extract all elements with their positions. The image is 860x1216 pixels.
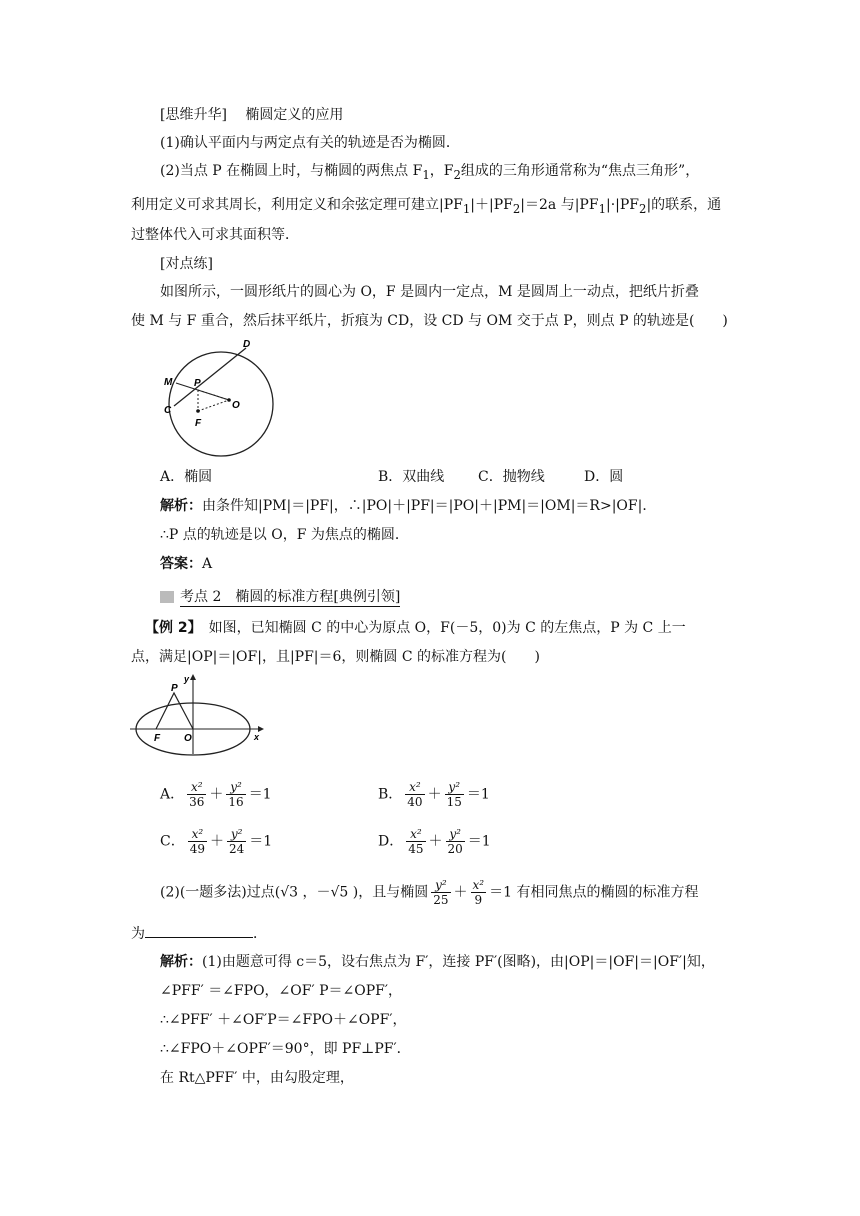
option-A: A．椭圆: [160, 469, 213, 485]
li2-q2: 点，满足|OP|＝|OF|，且|PF|＝6，则椭圆 C 的标准方程为( ): [131, 649, 540, 665]
kaodian-icon: [160, 591, 174, 603]
li2-jiexi3: ∴∠PFF′ ＋∠OF′P＝∠FPO＋∠OPF′，: [160, 1012, 407, 1028]
point-F: [196, 409, 200, 413]
siwei-p3: 利用定义可求其周长，利用定义和余弦定理可建立$|PF_1|+|PF_2|=2a$ 与$|PF_1|\cdot|PF_2|$的联系，通: [131, 197, 722, 216]
triangle-FPO: [156, 693, 193, 729]
label-C: C: [164, 405, 172, 416]
li2-p2-blank-line: 为 ．: [131, 923, 267, 944]
point-O: [227, 398, 231, 402]
li2-jiexi2: ∠PFF′ ＝∠FPO，∠OF′ P＝∠OPF′，: [160, 983, 403, 999]
label-D: D: [243, 339, 251, 350]
li2-jiexi5: 在 Rt△PFF′ 中，由勾股定理，: [160, 1070, 354, 1086]
label-F: F: [154, 733, 161, 744]
duidian-jiexi1: 解析：由条件知|PM|＝|PF|，∴|PO|＋|PF|＝|PO|＋|PM|＝|OM|＝R>|OF|．: [160, 498, 657, 514]
label-P: P: [194, 378, 201, 389]
duidian-jiexi2: ∴P 点的轨迹是以 O，F 为焦点的椭圆．: [160, 527, 409, 543]
label-y: y: [184, 674, 190, 684]
label-x: x: [254, 732, 260, 742]
crease-CD: [174, 348, 246, 406]
label-P: P: [171, 683, 178, 694]
duidian-q2: 使 M 与 F 重合，然后抹平纸片，折痕为 CD，设 CD 与 OM 交于点 P，则点 P 的轨迹是( ): [131, 313, 728, 329]
siwei-p4: 过整体代入可求其面积等．: [131, 227, 299, 243]
option-D: D．圆: [584, 469, 624, 485]
li2-p2: (2)(一题多法)过点(√3 ，－√5 )，且与椭圆 $\frac{\text{y²}}{25}$ ＋ $\frac{\text{x²}}{9}$ ＝1 有相同焦点的椭圆的标准方程: [160, 878, 699, 907]
duidian-q1: 如图所示，一圆形纸片的圆心为 O，F 是圆内一定点，M 是圆周上一动点，把纸片折叠: [160, 284, 699, 300]
siwei-title: 椭圆定义的应用: [245, 107, 344, 123]
duidian-answer: 答案：A: [160, 556, 213, 572]
siwei-p2: (2)当点 P 在椭圆上时，与椭圆的两焦点 $F_1$，$F_2$组成的三角形通常称为“焦点三角形”，: [160, 163, 700, 182]
siwei-p1: (1)确认平面内与两定点有关的轨迹是否为椭圆．: [160, 135, 460, 151]
li2-label: 【例 2】: [145, 620, 195, 636]
label-O: O: [232, 400, 240, 411]
li2-jiexi4: ∴∠FPO＋∠OPF′＝90°，即 PF⊥PF′．: [160, 1041, 411, 1057]
jiexi-label: 解析：: [160, 498, 202, 514]
dashed-FO: [198, 400, 229, 411]
kaodian-title: 考点 2 椭圆的标准方程[典例引领]: [180, 589, 401, 605]
option-B: B．双曲线: [378, 469, 445, 485]
li2-option-B: B． $\frac{\text{x²}}{40}$ ＋ $\frac{\text{y²}}{15}$ ＝1: [378, 780, 490, 809]
circle-figure: [155, 338, 280, 463]
li2-option-C: C． $\frac{\text{x²}}{49}$ ＋ $\frac{\text{y²}}{24}$ ＝1: [160, 827, 273, 856]
li2-option-D: D． $\frac{\text{x²}}{45}$ ＋ $\frac{\text{y²}}{20}$ ＝1: [378, 827, 491, 856]
li2-q1: 【例 2】 如图，已知椭圆 C 的中心为原点 O，F(－5，0)为 C 的左焦点，P 为 C 上一: [145, 620, 686, 636]
li2-option-A: A． $\frac{\text{x²}}{36}$ ＋ $\frac{\text{y²}}{16}$ ＝1: [160, 780, 272, 809]
label-M: M: [164, 377, 173, 388]
option-C: C．抛物线: [478, 469, 545, 485]
kaodian-heading: [160, 587, 400, 607]
siwei-heading: [160, 105, 343, 125]
answer-blank[interactable]: [145, 923, 253, 938]
label-F: F: [195, 418, 202, 429]
answer-label: 答案：: [160, 556, 202, 572]
li2-jiexi-label: 解析：: [160, 954, 202, 970]
duidian-tag: [对点练]: [160, 256, 213, 272]
label-O: O: [184, 733, 192, 744]
y-arrow-icon: [190, 674, 196, 680]
li2-jiexi1: 解析：(1)由题意可得 c＝5，设右焦点为 F′，连接 PF′(图略)，由|OP|＝|OF|＝|OF′|知，: [160, 954, 715, 970]
siwei-tag: [思维升华]: [160, 107, 227, 123]
ellipse-figure: [128, 674, 268, 756]
